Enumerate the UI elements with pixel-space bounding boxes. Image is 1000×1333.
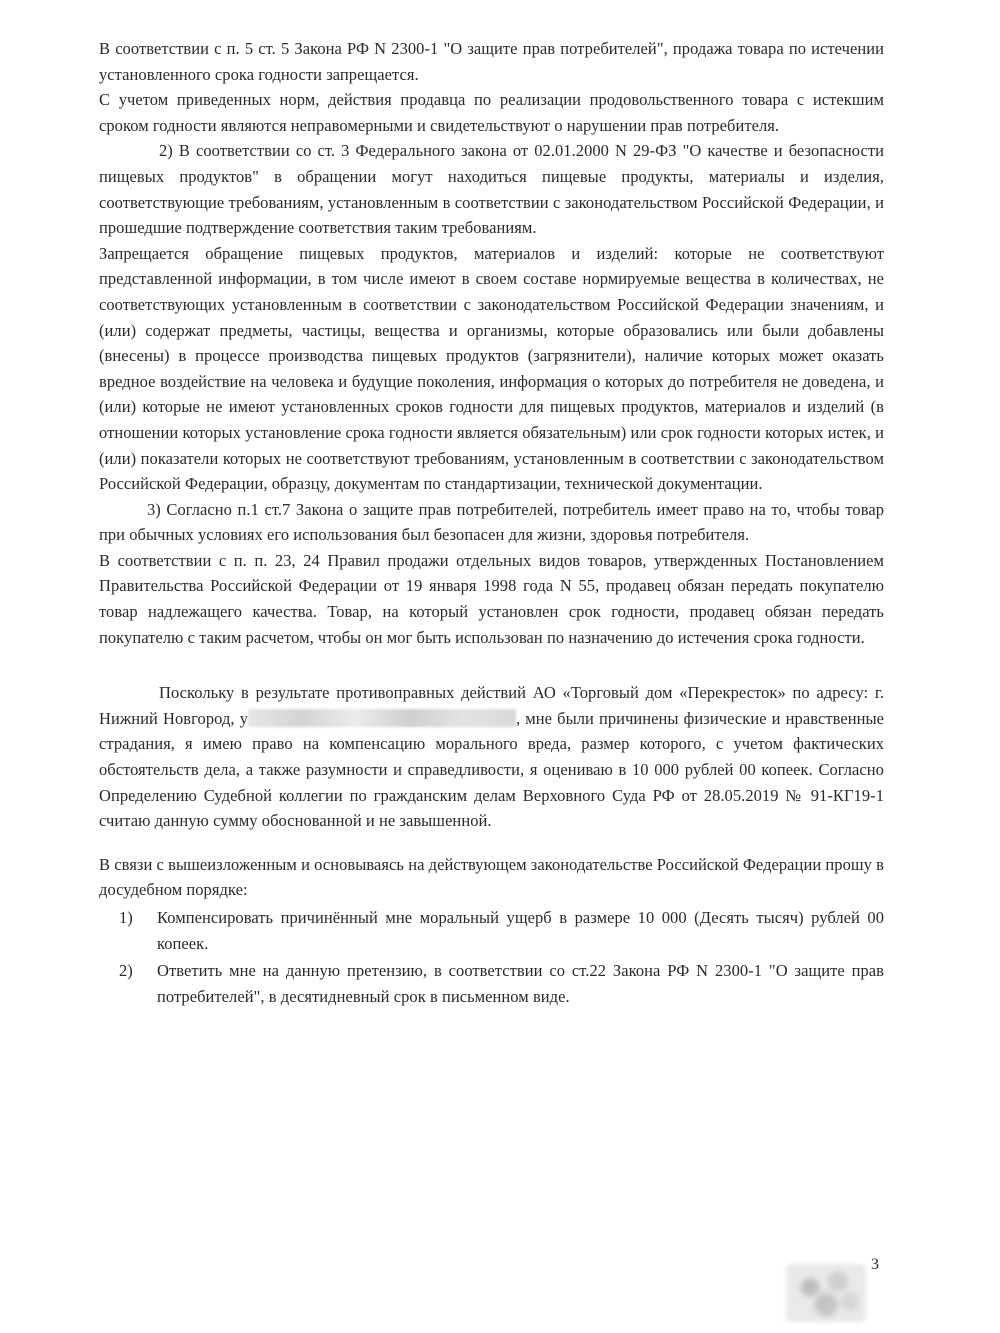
redacted-address [248,709,516,727]
page-number: 3 [871,1256,879,1273]
list-item-text: Ответить мне на данную претензию, в соответствии со ст.22 Закона РФ N 2300-1 "О защите прав потребителей", в десятидневный срок в письменном виде. [157,961,884,1006]
list-item [99,958,884,1009]
document-page [99,36,884,1009]
moral-damage-text-start: Поскольку в результате противоправных действий АО «Торговый дом «Перекресток» по адресу: г. Нижний Новгород, у [99,683,884,728]
paragraph-consumer-safety-right: 3) Согласно п.1 ст.7 Закона о защите прав потребителей, потребитель имеет право на то, чтобы товар при обычных условиях его использования был безопасен для жизни, здоровья потребителя. [99,499,884,545]
paragraph-request-intro: В связи с вышеизложенным и основываясь на действующем законодательстве Российской Федерации прошу в досудебном порядке: [99,854,884,900]
list-item-number: 2) [119,961,133,981]
paragraph-seller-violation: С учетом приведенных норм, действия продавца по реализации продовольственного товара с истекшим сроком годности являются неправомерными и свидетельствуют о нарушении прав потребителя. [99,90,884,135]
redacted-signature [786,1264,866,1322]
list-item-number: 1) [119,908,133,927]
paragraph-sale-prohibition: В соответствии с п. 5 ст. 5 Закона РФ N 2300-1 "О защите прав потребителей", продажа товара по истечении установленного срока годности запрещается. [99,39,884,84]
list-item [99,905,884,956]
paragraph-moral-damage [99,680,884,834]
list-item-text: Компенсировать причинённый мне моральный ущерб в размере 10 000 (Десять тысяч) рублей 00 копеек. [157,908,884,953]
moral-damage-text-end: , мне были причинены физические и нравственные страдания, я имею право на компенсацию морального вреда, размер которого, с учетом фактических обстоятельств дела, а также разумности и справедливости, я оцениваю в 10 000 рублей 00 копеек. Согласно Определению Судебной коллегии по гражданским делам Верховного Суда РФ от 28.05.2019 № 91-КГ19-1 считаю данную сумму обоснованной и не завышенной. [99,708,884,831]
paragraph-food-safety-law: 2) В соответствии со ст. 3 Федерального закона от 02.01.2000 N 29-ФЗ "О качестве и безопасности пищевых продуктов" в обращении могут находиться пищевые продукты, материалы и изделия, соответствующие требованиям, установленным в соответствии с законодательством Российской Федерации, и прошедшие подтверждение соответствия таким требованиям. [99,141,884,238]
request-list [99,905,884,1009]
paragraph-sale-rules: В соответствии с п. п. 23, 24 Правил продажи отдельных видов товаров, утвержденных Постановлением Правительства Российской Федерации от 19 января 1998 года N 55, продавец обязан передать покупателю товар надлежащего качества. Товар, на который установлен срок годности, продавец обязан передать покупателю с таким расчетом, чтобы он мог быть использован по назначению до истечения срока годности. [99,550,884,647]
paragraph-circulation-prohibition: Запрещается обращение пищевых продуктов, материалов и изделий: которые не соответствуют представленной информации, в том числе имеют в своем составе нормируемые вещества в количествах, не соответствующих установленным в соответствии с законодательством Российской Федерации значениям, и (или) содержат предметы, частицы, вещества и организмы, которые образовались или были добавлены (внесены) в процессе производства пищевых продуктов (загрязнители), наличие которых может оказать вредное воздействие на человека и будущие поколения, информация о которых до потребителя не доведена, и (или) которые не имеют установленных сроков годности для пищевых продуктов, материалов и изделий (в отношении которых установление срока годности является обязательным) или срок годности которых истек, и (или) показатели которых не соответствуют требованиям, установленным в соответствии с законодательством Российской Федерации, образцу, документам по стандартизации, технической документации. [99,243,884,494]
